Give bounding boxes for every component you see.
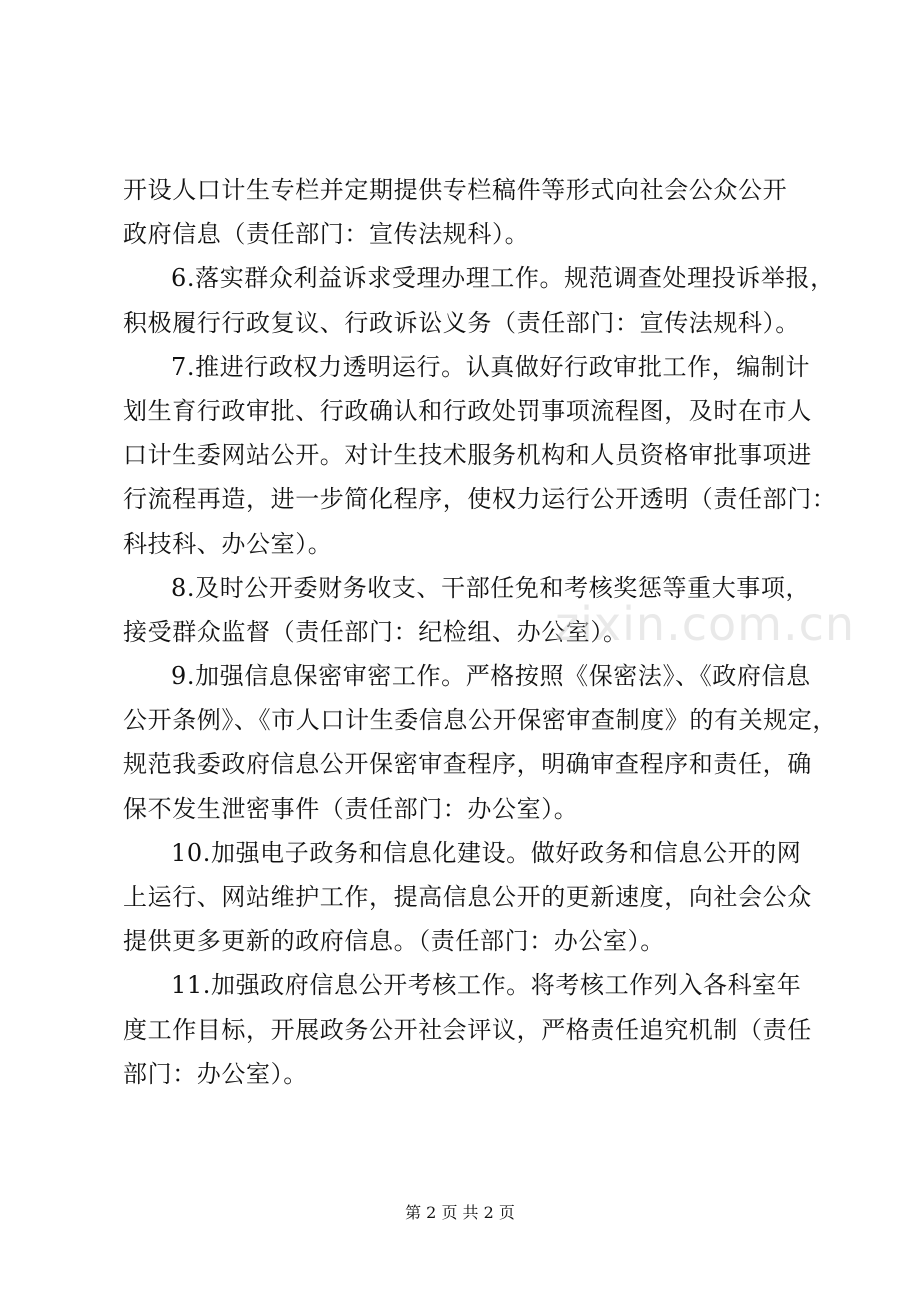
page-footer: 第 2 页 共 2 页 (405, 1203, 515, 1222)
text-line: 10.加强电子政务和信息化建设。做好政务和信息公开的网 (171, 838, 802, 867)
text-line: 政府信息（责任部门：宣传法规科）。 (123, 220, 530, 249)
watermark: zixin.com.cn (555, 597, 856, 651)
text-line: 上运行、网站维护工作，提高信息公开的更新速度，向社会公众 (123, 883, 812, 911)
text-line: 保不发生泄密事件（责任部门：办公室）。 (123, 794, 579, 823)
text-line: 11.加强政府信息公开考核工作。将考核工作列入各科室年 (171, 971, 802, 1000)
text-line: 6.落实群众利益诉求受理办理工作。规范调查处理投诉举报， (171, 264, 835, 293)
text-line: 科技科、办公室）。 (123, 529, 333, 558)
text-line: 8.及时公开委财务收支、干部任免和考核奖惩等重大事项， (171, 573, 811, 602)
text-line: 部门：办公室）。 (123, 1059, 308, 1088)
text-line: 7.推进行政权力透明运行。认真做好行政审批工作，编制计 (171, 352, 811, 381)
text-line: 9.加强信息保密审密工作。严格按照《保密法》、《政府信息 (171, 662, 811, 691)
text-line: 行流程再造，进一步简化程序，使权力运行公开透明（责任部门： (123, 485, 837, 514)
text-line: 划生育行政审批、行政确认和行政处罚事项流程图，及时在市人 (123, 396, 812, 425)
text-line: 积极履行行政复议、行政诉讼义务（责任部门：宣传法规科）。 (123, 308, 800, 337)
document-body (123, 168, 837, 1096)
text-line: 度工作目标，开展政务公开社会评议，严格责任追究机制（责任 (123, 1015, 812, 1044)
text-line: 开设人口计生专栏并定期提供专栏稿件等形式向社会公众公开 (123, 176, 788, 204)
text-line: 提供更多更新的政府信息。（责任部门：办公室）。 (123, 927, 665, 956)
text-line: 口计生委网站公开。对计生技术服务机构和人员资格审批事项进 (123, 441, 812, 470)
text-line: 接受群众监督（责任部门：纪检组、办公室）。 (123, 617, 628, 646)
text-line: 规范我委政府信息公开保密审查程序，明确审查程序和责任，确 (123, 750, 812, 779)
text-line: 公开条例》、《市人口计生委信息公开保密审查制度》的有关规定， (123, 706, 837, 735)
